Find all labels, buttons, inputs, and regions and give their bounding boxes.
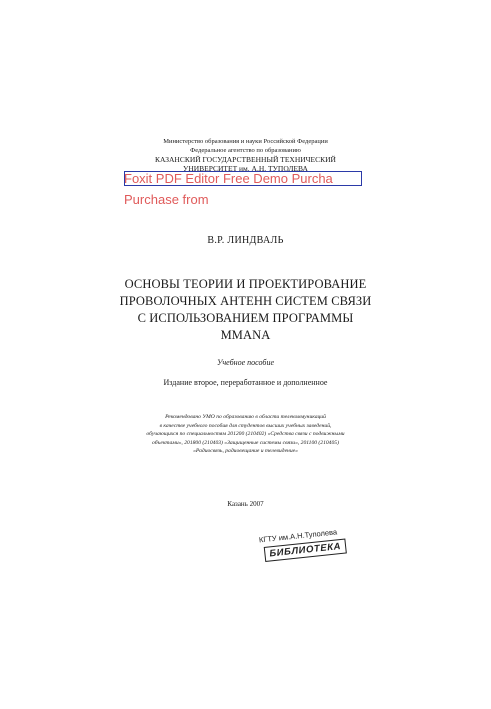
recommendation-line: в качестве учебного пособия для студентов высших учебных заведений, (159, 422, 332, 429)
title-line-4: MMANA (220, 328, 271, 342)
university-line-2: УНИВЕРСИТЕТ им. А.Н. ТУПОЛЕВА (183, 164, 308, 173)
university-line-1: КАЗАНСКИЙ ГОСУДАРСТВЕННЫЙ ТЕХНИЧЕСКИЙ (155, 155, 336, 164)
edition: Издание второе, переработанное и дополненное (163, 378, 328, 387)
subtitle: Учебное пособие (216, 358, 274, 367)
watermark-line-1: Foxit PDF Editor Free Demo Purcha (124, 171, 333, 186)
recommendation (0, 413, 491, 456)
agency-line: Федеральное агентство по образованию (190, 147, 301, 154)
stamp-library-label: БИБЛИОТЕКА (264, 538, 347, 561)
title-line-2: ПРОВОЛОЧНЫХ АНТЕНН СИСТЕМ СВЯЗИ (119, 294, 372, 308)
city-year: Казань 2007 (227, 500, 264, 508)
recommendation-line: Рекомендовано УМО по образованию в области телекоммуникаций (165, 414, 326, 420)
author: В.Р. ЛИНДВАЛЬ (207, 235, 284, 246)
watermark-line-2: Purchase from (124, 192, 209, 207)
stamp-university: КГТУ им.А.Н.Туполева (258, 527, 338, 545)
title-line-3: С ИСПОЛЬЗОВАНИЕМ ПРОГРАММЫ (137, 311, 354, 325)
title-line-1: ОСНОВЫ ТЕОРИИ И ПРОЕКТИРОВАНИЕ (124, 277, 367, 291)
recommendation-line: «Радиосвязь, радиовещание и телевидение» (193, 448, 298, 454)
recommendation-line: объектами», 201800 (210403) «Защищенные системы связи», 201100 (210405) (152, 439, 339, 446)
library-stamp (257, 524, 368, 569)
book-title (0, 276, 491, 344)
ministry-line: Министерство образования и науки Российской Федерации (163, 138, 328, 145)
recommendation-line: обучающихся по специальностям 201200 (210402) «Средства связи с подвижными (146, 431, 345, 437)
ministry-header (0, 137, 491, 155)
